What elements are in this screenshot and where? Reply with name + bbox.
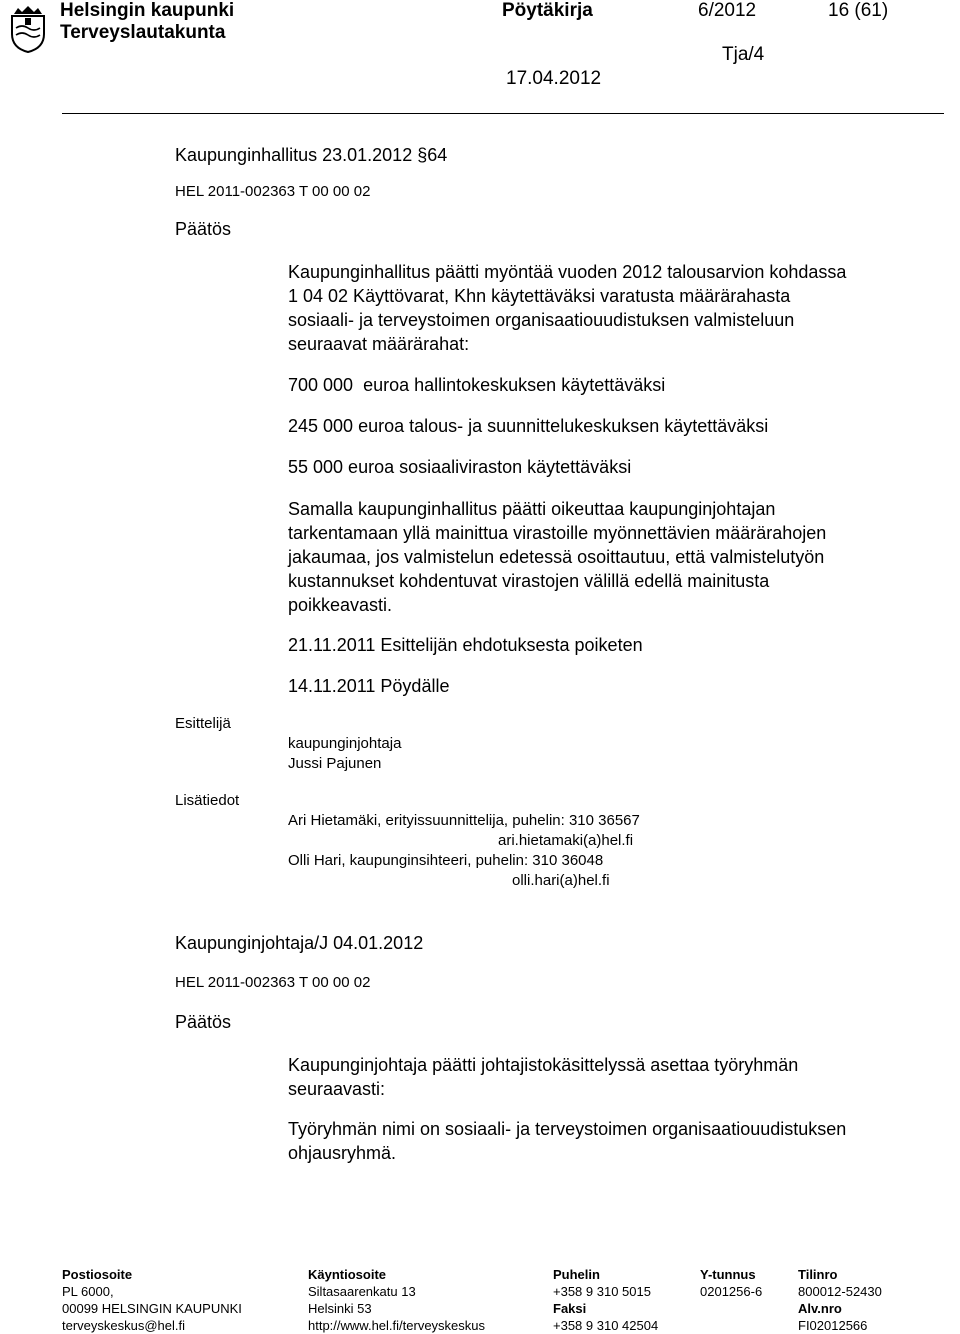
section2-decision-label: Päätös [175, 1012, 232, 1032]
text-line: poikkeavasti. [288, 595, 393, 615]
committee-name: Terveyslautakunta [60, 22, 226, 43]
section2-title: Kaupunginjohtaja/J 04.01.2012 [175, 933, 424, 953]
footer-vat-heading: Alv.nro [798, 1301, 842, 1316]
footer-phone-heading: Puhelin [553, 1267, 600, 1282]
history-entry-1: 21.11.2011 Esittelijän ehdotuksesta poiketen [288, 635, 643, 655]
text-line: 1 04 02 Käyttövarat, Khn käytettäväksi varatusta määrärahasta [288, 286, 791, 306]
document-number: 6/2012 [698, 0, 757, 21]
footer-business-id [700, 1266, 762, 1300]
footer-phone [553, 1266, 658, 1334]
allocation-3: 55 000 euroa sosiaaliviraston käytettäväksi [288, 457, 632, 477]
footer-fax-heading: Faksi [553, 1301, 587, 1316]
contact-1-email: ari.hietamaki(a)hel.fi [498, 832, 634, 849]
presenter-label: Esittelijä [175, 715, 231, 732]
text-line: Kaupunginjohtaja päätti johtajistokäsittelyssä asettaa työryhmän [288, 1055, 799, 1075]
contact-2-email: olli.hari(a)hel.fi [512, 872, 610, 889]
presenter-name: Jussi Pajunen [288, 755, 382, 772]
helsinki-crest-icon [8, 4, 48, 54]
organization-name: Helsingin kaupunki [60, 0, 235, 21]
allocation-1: 700 000 euroa hallintokeskuksen käytettäväksi [288, 375, 666, 395]
footer-account-heading: Tilinro [798, 1267, 838, 1282]
document-type: Pöytäkirja [502, 0, 593, 21]
footer-fax-value: +358 9 310 42504 [553, 1318, 659, 1333]
footer-email-link[interactable]: terveyskeskus@hel.fi [62, 1318, 186, 1333]
text-line: sosiaali- ja terveystoimen organisaatiouudistuksen valmisteluun [288, 310, 795, 330]
footer-postal-line: 00099 HELSINGIN KAUPUNKI [62, 1301, 242, 1316]
footer-visiting-heading: Käyntiosoite [308, 1267, 387, 1282]
footer-visiting-line: Helsinki 53 [308, 1301, 372, 1316]
header-divider [62, 113, 944, 114]
section1-paragraph2 [288, 497, 948, 617]
text-line: jakaumaa, jos valmistelun edetessä osoittautuu, että valmistelutyön [288, 547, 825, 567]
allocation-2: 245 000 euroa talous- ja suunnittelukeskuksen käytettäväksi [288, 416, 769, 436]
section-code: Tja/4 [722, 44, 765, 65]
footer-website-link[interactable]: http://www.hel.fi/terveyskeskus [308, 1318, 486, 1333]
history-entry-2: 14.11.2011 Pöydälle [288, 676, 450, 696]
footer-account-value: 800012-52430 [798, 1284, 882, 1299]
text-line: Samalla kaupunginhallitus päätti oikeuttaa kaupunginjohtajan [288, 499, 776, 519]
meeting-date: 17.04.2012 [506, 68, 602, 89]
contact-1: Ari Hietamäki, erityissuunnittelija, puhelin: 310 36567 [288, 812, 640, 829]
section1-title: Kaupunginhallitus 23.01.2012 §64 [175, 145, 448, 165]
footer-visiting-line: Siltasaarenkatu 13 [308, 1284, 416, 1299]
presenter-title: kaupunginjohtaja [288, 735, 402, 752]
section2-reference: HEL 2011-002363 T 00 00 02 [175, 974, 371, 991]
footer-visiting [308, 1266, 485, 1334]
footer-postal [62, 1266, 242, 1334]
section1-decision-label: Päätös [175, 219, 232, 239]
text-line: ohjausryhmä. [288, 1143, 397, 1163]
footer-business-id-heading: Y-tunnus [700, 1267, 756, 1282]
page-number: 16 (61) [828, 0, 889, 21]
footer-postal-heading: Postiosoite [62, 1267, 133, 1282]
text-line: tarkentamaan yllä mainittua virastoille myönnettävien määrärahojen [288, 523, 827, 543]
footer-phone-value: +358 9 310 5015 [553, 1284, 651, 1299]
text-line: seuraavasti: [288, 1079, 386, 1099]
section1-reference: HEL 2011-002363 T 00 00 02 [175, 183, 371, 200]
footer-postal-line: PL 6000, [62, 1284, 114, 1299]
text-line: Kaupunginhallitus päätti myöntää vuoden 2012 talousarvion kohdassa [288, 262, 847, 282]
section1-paragraph1 [288, 260, 948, 356]
text-line: Työryhmän nimi on sosiaali- ja terveystoimen organisaatiouudistuksen [288, 1119, 847, 1139]
contact-2: Olli Hari, kaupunginsihteeri, puhelin: 310 36048 [288, 852, 604, 869]
footer-business-id-value: 0201256-6 [700, 1284, 763, 1299]
text-line: seuraavat määrärahat: [288, 334, 470, 354]
footer-vat-value: FI02012566 [798, 1318, 868, 1333]
info-label: Lisätiedot [175, 792, 240, 809]
footer-account [798, 1266, 882, 1334]
section2-paragraph1 [288, 1053, 948, 1101]
section2-paragraph2 [288, 1117, 948, 1165]
text-line: kustannukset kohdentuvat virastojen välillä edellä mainitusta [288, 571, 770, 591]
